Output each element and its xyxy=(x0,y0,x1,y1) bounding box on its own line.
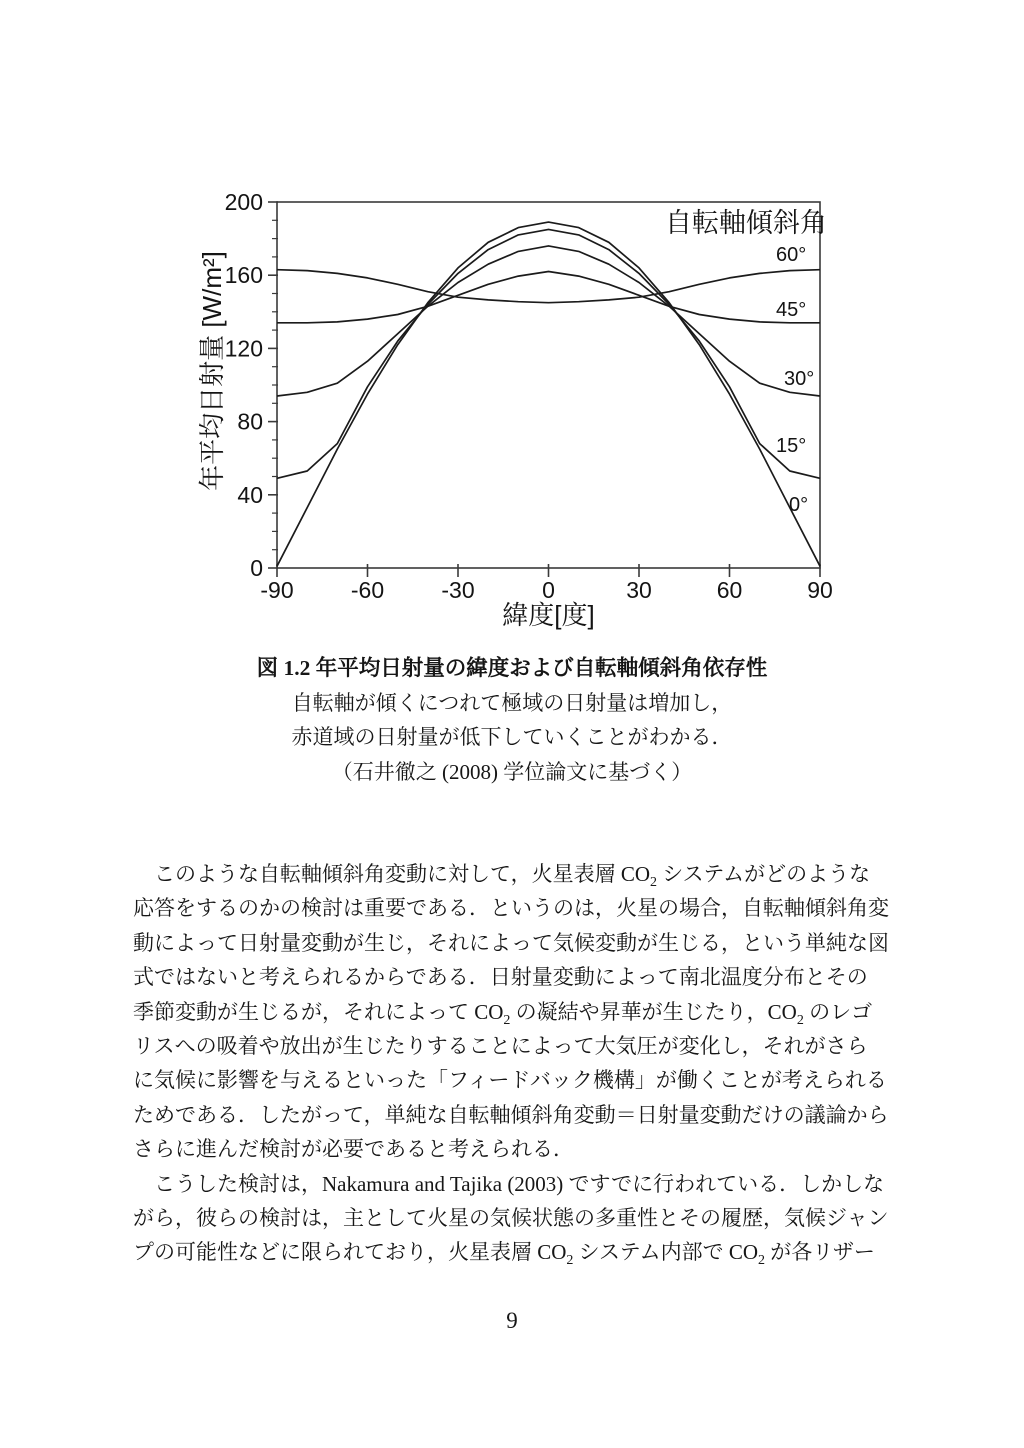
y-tick-label: 40 xyxy=(237,481,263,508)
legend-title: 自転軸傾斜角 xyxy=(665,208,827,238)
x-tick-label: -30 xyxy=(441,577,475,603)
curve-label-0°: 0° xyxy=(789,494,809,516)
body-line: 季節変動が生じるが，それによって $CO_2$ の凝結や昇華が生じたり，$CO_2$ のレゴ xyxy=(133,999,873,1028)
body-line: 動によって日射量変動が生じ，それによって気候変動が生じる，という単純な図 xyxy=(133,930,889,955)
curve-label-60°: 60° xyxy=(776,244,807,266)
curve-0° xyxy=(277,222,820,566)
figure-caption-line: 赤道域の日射量が低下していくことがわかる． xyxy=(291,725,733,749)
body-line: リスへの吸着や放出が生じたりすることによって大気圧が変化し，それがさら xyxy=(133,1034,868,1059)
body-line: に気候に影響を与えるといった「フィードバック機構」が働くことが考えられる xyxy=(133,1068,887,1093)
body-line: プの可能性などに限られており，火星表層 $CO_2$ システム内部で $CO_2$ が各リザー xyxy=(133,1240,875,1269)
body-line: このような自転軸傾斜角変動に対して，火星表層 $CO_2$ システムがどのような xyxy=(154,862,871,891)
curve-30° xyxy=(277,246,820,396)
x-tick-label: -90 xyxy=(260,577,294,603)
body-line: がら，彼らの検討は，主として火星の気候状態の多重性とその履歴，気候ジャン xyxy=(133,1206,889,1231)
figure-caption-title: 図 1.2 年平均日射量の緯度および自転軸傾斜角依存性 xyxy=(256,656,768,680)
body-line: ためである．したがって，単純な自転軸傾斜角変動＝日射量変動だけの議論から xyxy=(133,1102,889,1127)
figure-caption-line: 自転軸が傾くにつれて極域の日射量は増加し， xyxy=(291,690,733,715)
x-tick-label: 90 xyxy=(807,577,833,603)
body-line: 式ではないと考えられるからである．日射量変動によって南北温度分布とその xyxy=(133,965,868,990)
curve-label-45°: 45° xyxy=(776,299,807,321)
figure-caption-source: （石井徹之 (2008) 学位論文に基づく） xyxy=(331,759,693,784)
y-tick-label: 0 xyxy=(250,555,263,581)
curve-45° xyxy=(277,272,820,323)
x-tick-label: 60 xyxy=(716,577,743,603)
x-tick-label: 0 xyxy=(542,577,555,603)
figure-caption xyxy=(0,651,1024,789)
body-line: こうした検討は，Nakamura and Tajika (2003) ですでに行われている．しかしな xyxy=(154,1171,885,1196)
x-tick-label: -60 xyxy=(350,577,385,603)
y-tick-label: 160 xyxy=(224,262,263,289)
y-axis-title: 年平均日射量 [W/m²] xyxy=(197,251,227,491)
curve-label-15°: 15° xyxy=(776,435,807,457)
body-line: さらに進んだ検討が必要であると考えられる． xyxy=(133,1137,574,1162)
y-tick-label: 200 xyxy=(224,189,263,215)
y-tick-label: 80 xyxy=(237,408,263,435)
curve-60° xyxy=(277,270,820,303)
page-number: 9 xyxy=(506,1308,518,1333)
x-axis-title: 緯度[度] xyxy=(502,600,595,630)
y-tick-label: 120 xyxy=(224,335,263,362)
curve-label-30°: 30° xyxy=(784,368,815,390)
body-line: 応答をするのかの検討は重要である．というのは，火星の場合，自転軸傾斜角変 xyxy=(133,896,889,921)
insolation-latitude-chart xyxy=(0,0,1024,648)
body-text xyxy=(133,857,891,1270)
curve-15° xyxy=(277,229,820,478)
plot-border xyxy=(277,202,820,568)
x-tick-label: 30 xyxy=(626,577,652,603)
